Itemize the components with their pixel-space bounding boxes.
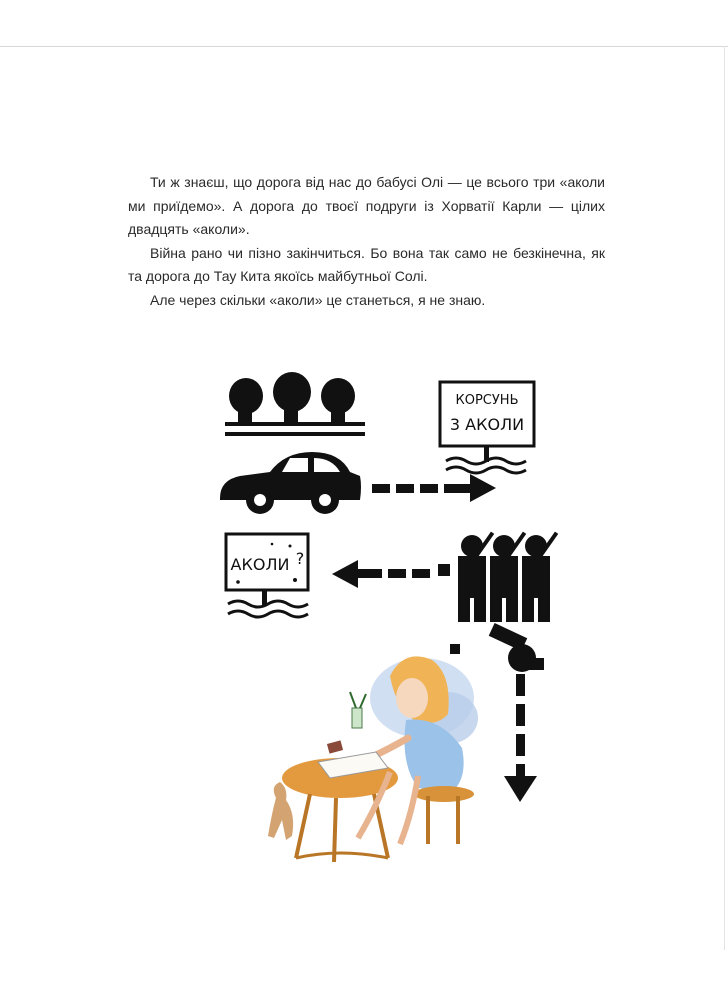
- paragraph-2: Війна рано чи пізно закінчиться. Бо вона так само не безкінечна, як та дорога до Тау Кита якоїсь майбутньої Солі.: [128, 244, 605, 284]
- page-right-border: [724, 46, 725, 950]
- korsun-sign-line1: КОРСУНЬ: [455, 393, 519, 408]
- fallen-soldier-icon: [450, 623, 544, 672]
- arrow-right-icon: [372, 474, 496, 502]
- soldiers-icon: [438, 532, 558, 622]
- paragraph-3: Але через скільки «аколи» це станеться, я не знаю.: [150, 291, 486, 308]
- girl-at-table-illustration: [268, 656, 478, 862]
- body-text: [128, 171, 605, 312]
- illustration: [200, 368, 580, 868]
- paragraph-1: Ти ж знаєш, що дорога від нас до бабусі Олі — це всього три «аколи ми приїдемо». А дорога до твоєї подруги із Хорватії Карли — цілих двадцять «аколи».: [128, 174, 605, 237]
- korsun-sign-line2: 3 АКОЛИ: [449, 415, 525, 434]
- car-icon: [220, 452, 361, 514]
- page-top-border: [0, 46, 728, 47]
- akoly-sign: [226, 534, 308, 617]
- korsun-sign: [440, 382, 534, 473]
- trees-icon: [225, 372, 365, 436]
- arrow-down-icon: [504, 674, 537, 802]
- akoly-sign-text: АКОЛИ: [230, 555, 290, 574]
- arrow-left-icon: [332, 560, 430, 588]
- akoly-sign-mark: ?: [295, 549, 305, 568]
